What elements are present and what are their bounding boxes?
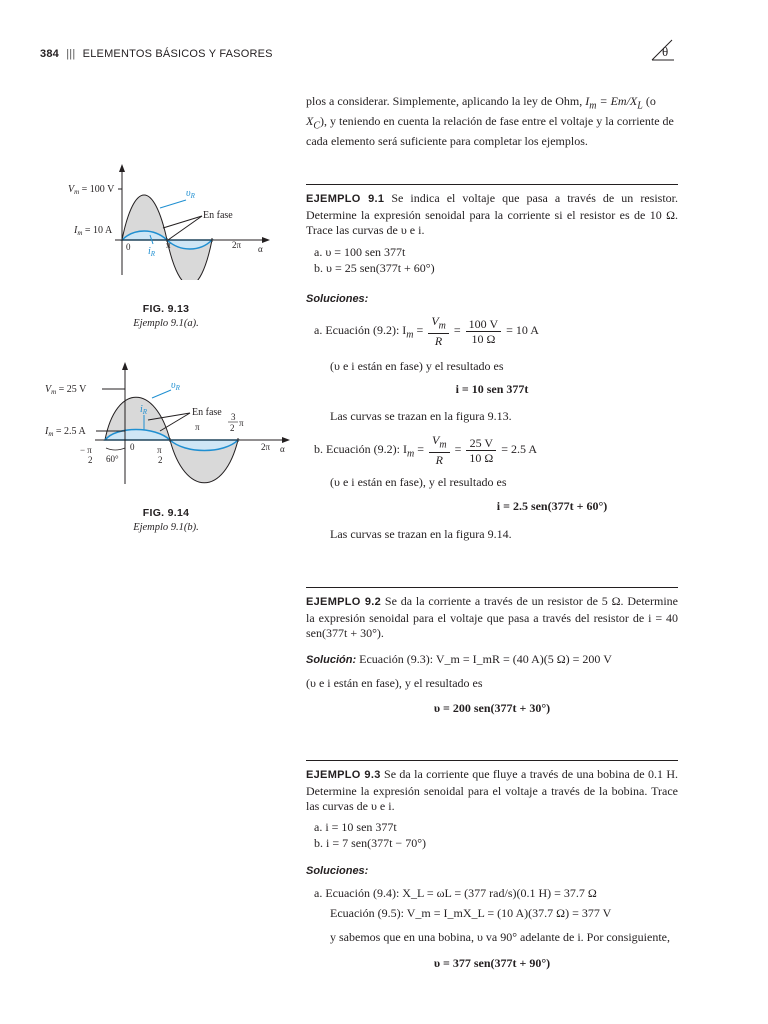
svg-text:2: 2 xyxy=(158,455,163,465)
example-9-3-item-b: b. i = 7 sen(377t − 70°) xyxy=(314,835,426,850)
example-9-1-sol-a-final: i = 10 sen 377t xyxy=(455,382,529,396)
example-9-3-title: EJEMPLO 9.3 xyxy=(306,769,381,781)
intro-paragraph: plos a considerar. Simplemente, aplicando la ley de Ohm, $I_m = Em/X_L$ (o $X_C$), y teniendo en cuenta la relación de fase entre el voltaje y la corriente de cada elemento será suficiente para completar los ejemplos. xyxy=(306,94,674,148)
figure-9-13-in-phase-label: En fase xyxy=(203,210,233,221)
example-9-3-rule xyxy=(306,760,678,761)
example-9-3-solutions-label: Soluciones: xyxy=(306,865,369,877)
theta-symbol: θ xyxy=(662,44,669,59)
svg-text:2: 2 xyxy=(88,455,93,465)
figure-9-13-2pi-label: 2π xyxy=(232,240,242,250)
example-9-3-sol-a-line1: a. Ecuación (9.4): X_L = ωL = (377 rad/s)(0.1 H) = 37.7 Ω xyxy=(314,886,597,900)
chapter-title: ELEMENTOS BÁSICOS Y FASORES xyxy=(82,48,273,60)
example-9-1-sol-b-curves: Las curvas se trazan en la figura 9.14. xyxy=(330,527,512,541)
figure-9-13-diagram xyxy=(60,160,280,280)
figure-9-14-three-half-num: 3 xyxy=(231,412,236,422)
figure-9-14-2pi-label: 2π xyxy=(261,442,271,452)
intro-formula: $I_m = Em/X_L$ xyxy=(585,94,643,112)
figure-9-14-diagram xyxy=(40,358,300,488)
figure-9-14-zero-label: 0 xyxy=(130,442,135,452)
example-9-3-sol-a-line3: y sabemos que en una bobina, υ va 90° adelante de i. Por consiguiente, xyxy=(330,930,670,944)
example-9-1-sol-a-curves: Las curvas se trazan en la figura 9.13. xyxy=(330,409,512,423)
figure-9-14-sixty-label: 60° xyxy=(106,454,119,464)
example-9-3-item-a: a. i = 10 sen 377t xyxy=(314,820,397,834)
example-9-1-title: EJEMPLO 9.1 xyxy=(306,193,385,205)
example-9-2-phase: (υ e i están en fase), y el resultado es xyxy=(306,676,483,690)
figure-9-13-alpha-label: α xyxy=(258,244,263,254)
fraction-vm-r: $\frac{V_m}{R}$ xyxy=(428,314,449,348)
figure-9-14-im-label: $I_m = 2.5$ A xyxy=(45,426,86,438)
figure-9-14-pi-half: π xyxy=(157,445,162,455)
example-9-1-item-a: a. υ = 100 sen 377t xyxy=(314,245,406,259)
figure-9-13-description: Ejemplo 9.1(a). xyxy=(133,318,199,329)
page-number: 384 xyxy=(40,48,59,60)
figure-9-14-alpha-label: α xyxy=(280,444,285,454)
example-9-1-sol-a-phase: (υ e i están en fase) y el resultado es xyxy=(330,359,504,373)
figure-9-13-vr-label: $\upsilon_R$ xyxy=(186,188,195,200)
figure-9-13-vm-label: $V_m = 100$ V xyxy=(68,184,115,196)
figure-9-14-label: FIG. 9.14 xyxy=(142,507,190,519)
figure-9-13-zero-label: 0 xyxy=(126,242,131,252)
example-9-2-title: EJEMPLO 9.2 xyxy=(306,596,382,608)
example-9-2-statement: EJEMPLO 9.2 Se da la corriente a través de un resistor de 5 Ω. Determine la expresión senoidal para el voltaje que pasa a través del resistor de i = 40 sen(377t + 30°). xyxy=(306,594,678,640)
figure-9-13-im-label: $I_m = 10$ A xyxy=(74,225,113,237)
figure-9-14-neg-pi-half: − π xyxy=(80,445,92,455)
example-9-1-item-b: b. υ = 25 sen(377t + 60°) xyxy=(314,260,435,275)
example-9-2-final: υ = 200 sen(377t + 30°) xyxy=(433,701,551,715)
figure-9-13-pi-label: π xyxy=(166,240,171,250)
example-9-3-sol-a-final: υ = 377 sen(377t + 90°) xyxy=(433,956,551,970)
figure-9-14-vm-label: $V_m = 25$ V xyxy=(45,384,87,396)
example-9-2-rule xyxy=(306,587,678,588)
figure-9-14-in-phase-label: En fase xyxy=(192,407,222,418)
example-9-3-statement: EJEMPLO 9.3 Se da la corriente que fluye a través de una bobina de 0.1 H. Determine la expresión senoidal para el voltaje a través de la bobina. Trace las curvas de υ e i. xyxy=(306,767,679,813)
example-9-1-solutions-label: Soluciones: xyxy=(306,293,369,305)
example-9-1-rule xyxy=(306,184,678,185)
example-9-1-solution-b: b. Ecuación (9.2): $I_m$ = $\frac{V_m}{R}$ = $\frac{25 V}{10 \Omega}$ = 2.5 A xyxy=(314,433,538,468)
example-9-1-sol-b-phase: (υ e i están en fase), y el resultado es xyxy=(330,475,507,489)
svg-text:2: 2 xyxy=(230,423,235,433)
example-9-3-items xyxy=(306,820,686,851)
example-9-1-statement: EJEMPLO 9.1 Se indica el voltaje que pasa a través de un resistor. Determine la expresión senoidal para la corriente si el resistor es de 10 Ω. Trace las curvas de υ e i. xyxy=(306,191,678,237)
example-9-3-sol-a-line2: Ecuación (9.5): V_m = I_mX_L = (10 A)(37.7 Ω) = 377 V xyxy=(330,906,612,920)
figure-9-14-pi-after-three-half: π xyxy=(239,418,244,428)
figure-9-14-vr-label: $\upsilon_R$ xyxy=(171,380,180,392)
example-9-1-items xyxy=(306,245,686,276)
figure-9-13-label: FIG. 9.13 xyxy=(142,303,190,315)
figure-9-13-ir-label: $i_R$ xyxy=(148,246,156,258)
example-9-2-solution: Solución: Ecuación (9.3): V_m = I_mR = (40 A)(5 Ω) = 200 V xyxy=(306,652,612,666)
example-9-1-sol-b-final: i = 2.5 sen(377t + 60°) xyxy=(496,499,608,513)
figure-9-14-pi-label: π xyxy=(195,422,200,432)
fraction-values: $\frac{100 V}{10 \Omega}$ xyxy=(466,317,501,346)
figure-9-14-description: Ejemplo 9.1(b). xyxy=(133,522,199,533)
example-9-1-solution-a: a. Ecuación (9.2): $I_m$ = $\frac{V_m}{R}$ = $\frac{100 V}{10 \Omega}$ = 10 A xyxy=(314,314,539,349)
figure-9-13-caption xyxy=(91,303,241,329)
figure-9-14-caption xyxy=(91,507,241,533)
theta-tab-icon xyxy=(648,36,678,64)
figure-9-14-ir-label: $i_R$ xyxy=(140,404,148,416)
header-separator: ||| xyxy=(66,48,76,60)
running-header xyxy=(40,48,273,60)
